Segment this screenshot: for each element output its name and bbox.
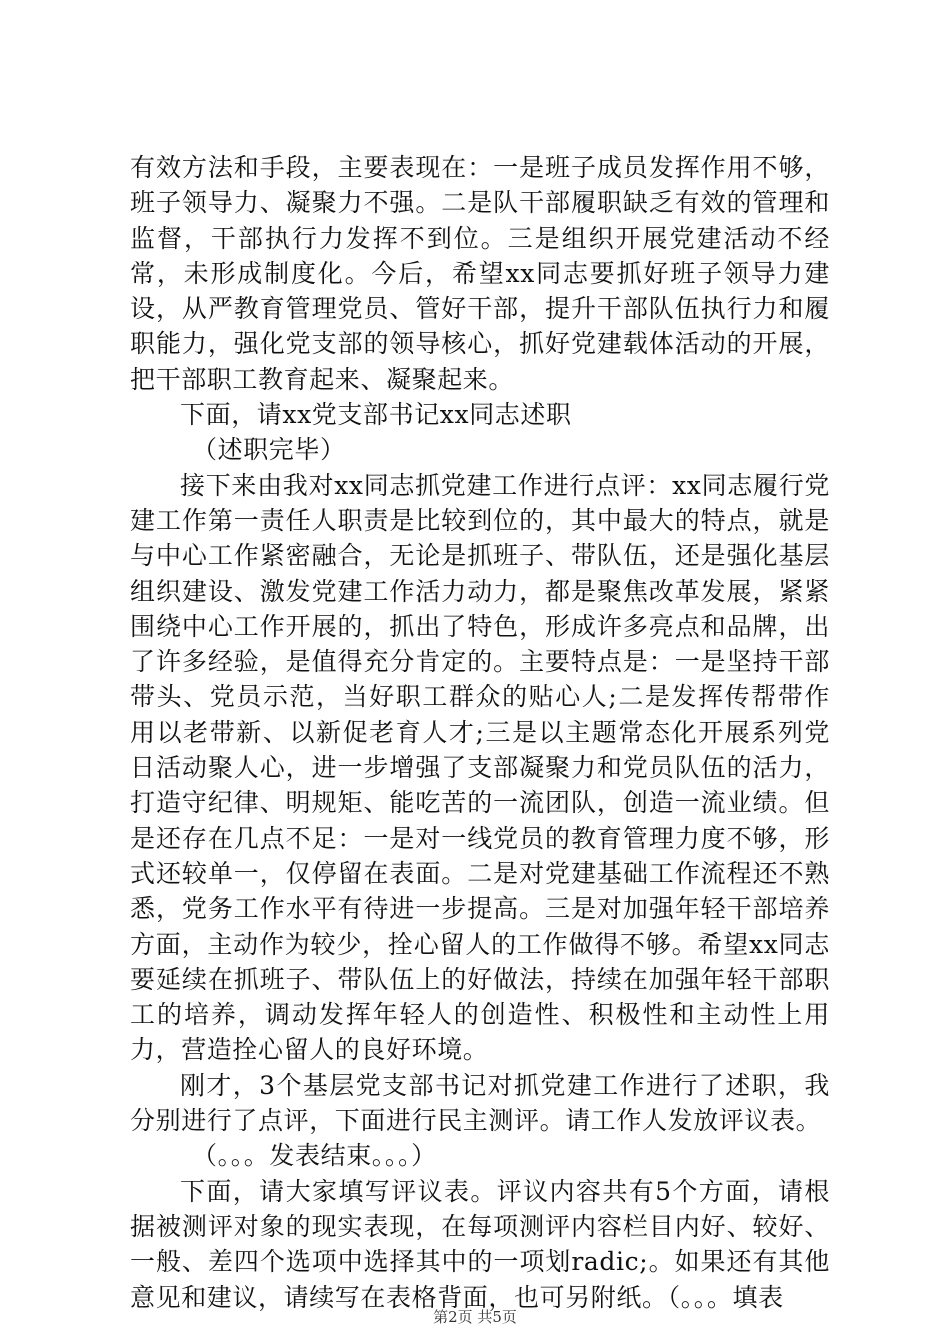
document-body [130,150,830,1315]
paragraph-report-finished: （述职完毕） [192,435,346,465]
page-number-footer: 第2页 共5页 [433,1308,517,1326]
paragraph-review: 接下来由我对xx同志抓党建工作进行点评：xx同志履行党建工作第一责任人职责是比较到位的，其中最大的特点，就是与中心工作紧密融合，无论是抓班子、带队伍，还是强化基层组织建设、激发党建工作活力动力，都是聚焦改革发展，紧紧围绕中心工作开展的，抓出了特色，形成许多亮点和品牌，出了许多经验，是值得充分肯定的。主要特点是：一是坚持干部带头、党员示范，当好职工群众的贴心人;二是发挥传帮带作用以老带新、以新促老育人才;三是以主题常态化开展系列党日活动聚人心，进一步增强了支部凝聚力和党员队伍的活力，打造守纪律、明规矩、能吃苦的一流团队，创造一流业绩。但是还存在几点不足：一是对一线党员的教育管理力度不够，形式还较单一，仅停留在表面。二是对党建基础工作流程还不熟悉，党务工作水平有待进一步提高。三是对加强年轻干部培养方面，主动作为较少，拴心留人的工作做得不够。希望xx同志要延续在抓班子、带队伍上的好做法，持续在加强年轻干部职工的培养，调动发挥年轻人的创造性、积极性和主动性上用力，营造拴心留人的良好环境。 [130,470,830,1065]
paragraph-democratic-evaluation: 刚才，3个基层党支部书记对抓党建工作进行了述职，我分别进行了点评，下面进行民主测评。请工作人发放评议表。 [130,1070,830,1136]
paragraph-continued: 有效方法和手段，主要表现在：一是班子成员发挥作用不够，班子领导力、凝聚力不强。二是队干部履职缺乏有效的管理和监督，干部执行力发挥不到位。三是组织开展党建活动不经常，未形成制度化。今后，希望xx同志要抓好班子领导力建设，从严教育管理党员、管好干部，提升干部队伍执行力和履职能力，强化党支部的领导核心，抓好党建载体活动的开展，把干部职工教育起来、凝聚起来。 [130,153,830,394]
paragraph-distribution-finished: （。。。发表结束。。。） [192,1141,437,1171]
paragraph-fill-form: 下面，请大家填写评议表。评议内容共有5个方面，请根据被测评对象的现实表现，在每项测评内容栏目内好、较好、一般、差四个选项中选择其中的一项划radic;。如果还有其他意见和建议，请续写在表格背面，也可另附纸。（。。。填表 [130,1176,830,1312]
paragraph-next-speaker: 下面，请xx党支部书记xx同志述职 [180,400,572,430]
